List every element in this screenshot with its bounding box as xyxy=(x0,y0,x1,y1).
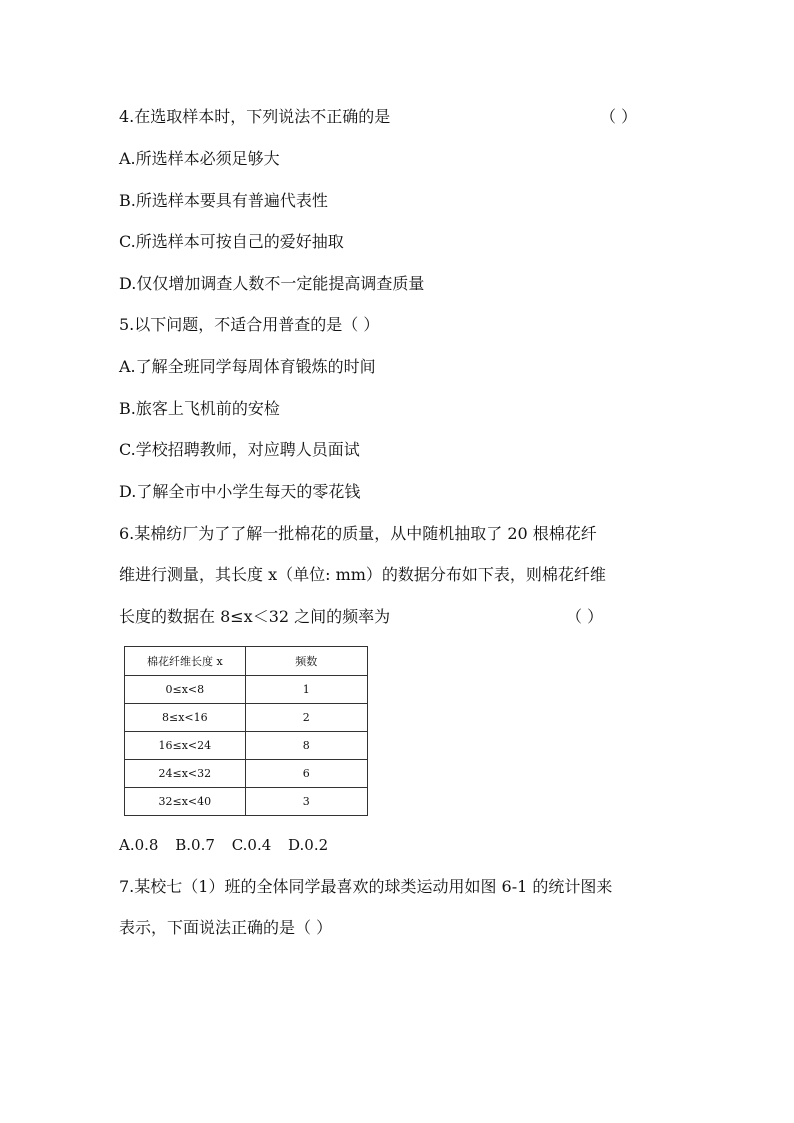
q5-option-c: C.学校招聘教师，对应聘人员面试 xyxy=(119,440,360,459)
table-header-frequency: 频数 xyxy=(245,647,367,676)
q4-option-a: A.所选样本必须足够大 xyxy=(119,149,280,168)
q7-stem-line2: 表示，下面说法正确的是（ ） xyxy=(119,918,333,937)
table-row xyxy=(125,788,368,816)
table-cell-range: 32≤x<40 xyxy=(125,788,246,816)
table-row xyxy=(125,704,368,732)
q6-option-a: A.0.8 xyxy=(119,836,159,854)
table-cell-range: 16≤x<24 xyxy=(125,732,246,760)
q5-option-a: A.了解全班同学每周体育锻炼的时间 xyxy=(119,357,376,376)
q5-option-d: D.了解全市中小学生每天的零花钱 xyxy=(119,482,361,501)
q6-option-b: B.0.7 xyxy=(175,836,215,854)
table-cell-count: 1 xyxy=(245,676,367,704)
table-cell-range: 8≤x<16 xyxy=(125,704,246,732)
q7-stem-line1: 7.某校七（1）班的全体同学最喜欢的球类运动用如图 6-1 的统计图来 xyxy=(119,877,613,896)
table-cell-count: 2 xyxy=(245,704,367,732)
q4-stem: 4.在选取样本时，下列说法不正确的是 xyxy=(119,107,391,126)
frequency-table xyxy=(124,646,368,816)
q6-option-c: C.0.4 xyxy=(231,836,272,854)
table-header-length: 棉花纤维长度 x xyxy=(125,647,246,676)
q4-option-d: D.仅仅增加调查人数不一定能提高调查质量 xyxy=(119,274,425,293)
table-row xyxy=(125,760,368,788)
q5-option-b: B.旅客上飞机前的安检 xyxy=(119,399,280,418)
table-cell-count: 8 xyxy=(245,732,367,760)
q6-stem-line2: 维进行测量，其长度 x（单位: mm）的数据分布如下表，则棉花纤维 xyxy=(119,565,606,584)
q6-answer-paren: （ ） xyxy=(566,607,604,626)
q6-stem-line1: 6.某棉纺厂为了了解一批棉花的质量，从中随机抽取了 20 根棉花纤 xyxy=(119,524,597,543)
table-cell-count: 3 xyxy=(245,788,367,816)
q4-answer-paren: （ ） xyxy=(600,107,638,126)
q6-answer-options xyxy=(119,835,340,855)
q4-option-b: B.所选样本要具有普遍代表性 xyxy=(119,191,328,210)
table-cell-count: 6 xyxy=(245,760,367,788)
table-row xyxy=(125,732,368,760)
q6-stem-line3: 长度的数据在 8≤x＜32 之间的频率为 xyxy=(119,607,391,626)
q6-option-d: D.0.2 xyxy=(288,836,329,854)
table-cell-range: 0≤x<8 xyxy=(125,676,246,704)
q5-stem: 5.以下问题，不适合用普查的是（ ） xyxy=(119,315,380,334)
table-row xyxy=(125,676,368,704)
table-cell-range: 24≤x<32 xyxy=(125,760,246,788)
table-header-row xyxy=(125,647,368,676)
q4-option-c: C.所选样本可按自己的爱好抽取 xyxy=(119,232,344,251)
